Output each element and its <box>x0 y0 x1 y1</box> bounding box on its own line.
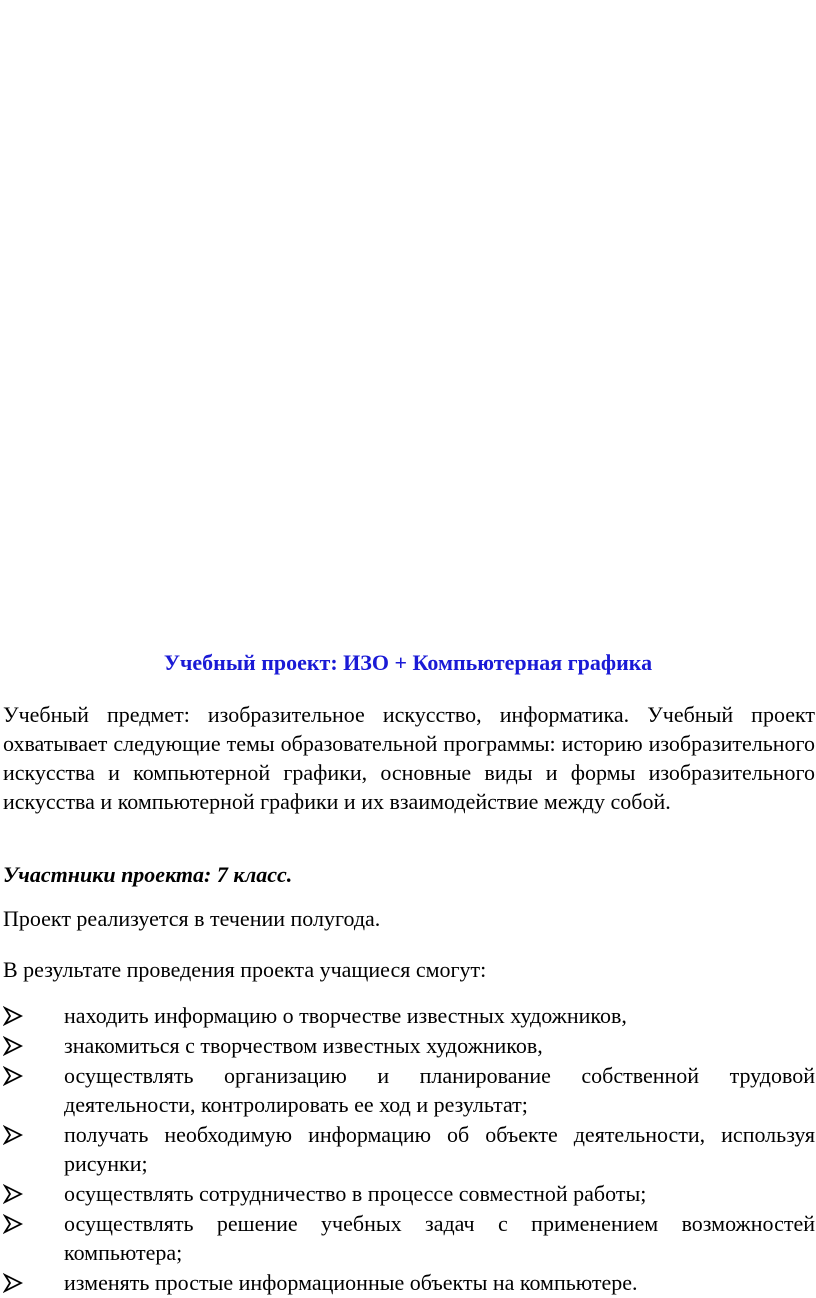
goal-text: получать необходимую информацию об объекте деятельности, используя рисунки; <box>64 1122 815 1176</box>
goal-item <box>3 1061 815 1119</box>
goal-item <box>3 1179 815 1208</box>
intro-paragraph: Учебный предмет: изобразительное искусство, информатика. Учебный проект охватывает следующие темы образовательной программы: историю изобразительного искусства и компьютерной графики, основные виды и формы изобразительного искусства и компьютерной графики и их взаимодействие между собой. <box>3 702 815 814</box>
goal-item <box>3 1209 815 1267</box>
arrowhead-bullet-icon <box>3 1036 23 1056</box>
arrowhead-bullet-icon <box>3 1125 23 1145</box>
arrowhead-bullet-icon <box>3 1184 23 1204</box>
participants-line: Участники проекта: 7 класс. <box>3 862 293 887</box>
goal-item <box>3 1268 815 1297</box>
arrowhead-bullet-icon <box>3 1006 23 1026</box>
arrowhead-bullet-icon <box>3 1273 23 1293</box>
duration-line: Проект реализуется в течении полугода. <box>3 906 381 931</box>
goal-item <box>3 1031 815 1060</box>
goal-text: осуществлять решение учебных задач с применением возможностей компьютера; <box>64 1211 815 1265</box>
goal-item <box>3 1001 815 1030</box>
arrowhead-bullet-icon <box>3 1214 23 1234</box>
goals-list <box>3 1001 815 1298</box>
goal-text: осуществлять сотрудничество в процессе совместной работы; <box>64 1181 647 1206</box>
goal-text: знакомиться с творчеством известных художников, <box>64 1033 543 1058</box>
goal-item <box>3 1120 815 1178</box>
arrowhead-bullet-icon <box>3 1066 23 1086</box>
document-title: Учебный проект: ИЗО + Компьютерная графика <box>163 650 653 675</box>
goal-text: находить информацию о творчестве известных художников, <box>64 1003 627 1028</box>
goal-text: осуществлять организацию и планирование собственной трудовой деятельности, контролировать ее ход и результат; <box>64 1063 815 1117</box>
results-intro-line: В результате проведения проекта учащиеся смогут: <box>3 957 487 982</box>
goal-text: изменять простые информационные объекты на компьютере. <box>64 1270 638 1295</box>
